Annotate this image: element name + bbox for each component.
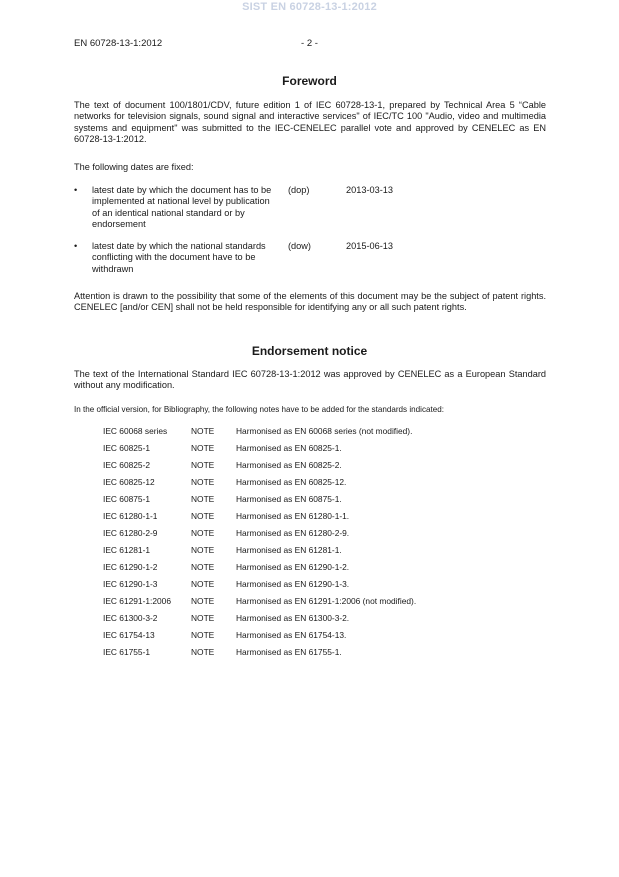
note-standard: IEC 61754-13 [103,630,155,640]
note-text: Harmonised as EN 61755-1. [236,647,342,657]
note-label: NOTE [191,494,215,504]
bullet-icon: • [74,241,78,251]
note-label: NOTE [191,528,215,538]
note-text: Harmonised as EN 60875-1. [236,494,342,504]
note-standard: IEC 61300-3-2 [103,613,158,623]
page-number: - 2 - [301,38,318,49]
note-standard: IEC 61280-1-1 [103,511,158,521]
note-text: Harmonised as EN 60068 series (not modified). [236,426,413,436]
endorsement-title: Endorsement notice [251,344,368,358]
note-label: NOTE [191,562,215,572]
foreword-title: Foreword [282,74,337,88]
bullet-icon: • [74,185,78,195]
note-label: NOTE [191,545,215,555]
note-standard: IEC 60825-2 [103,460,151,470]
document-id: EN 60728-13-1:2012 [74,38,163,49]
note-standard: IEC 61290-1-3 [103,579,158,589]
note-text: Harmonised as EN 61754-13. [236,630,347,640]
date-item-code: (dop) [288,185,310,195]
date-item-date: 2013-03-13 [346,185,393,195]
note-label: NOTE [191,511,215,521]
note-label: NOTE [191,579,215,589]
note-text: Harmonised as EN 61291-1:2006 (not modified). [236,596,417,606]
note-label: NOTE [191,613,215,623]
note-text: Harmonised as EN 61300-3-2. [236,613,350,623]
note-label: NOTE [191,443,215,453]
foreword-intro: The text of document 100/1801/CDV, future edition 1 of IEC 60728-13-1, prepared by Technical Area 5 “Cable networks for television signals, sound signal and interactive services" of IEC/TC 100 "Audio, video and multimedia systems and equipment" was submitted to the IEC-CENELEC parallel vote and approved by CENELEC as EN 60728-13-1:2012. [74,100,546,145]
note-text: Harmonised as EN 61280-1-1. [236,511,350,521]
note-label: NOTE [191,460,215,470]
endorsement-text: The text of the International Standard IEC 60728-13-1:2012 was approved by CENELEC as a European Standard without any modification. [74,369,546,391]
note-standard: IEC 60825-12 [103,477,155,487]
note-label: NOTE [191,647,215,657]
date-item-text: latest date by which the document has to be implemented at national level by publication of an identical national standard or by endorsement [92,185,272,230]
note-text: Harmonised as EN 61290-1-2. [236,562,350,572]
note-text: Harmonised as EN 60825-1. [236,443,342,453]
note-text: Harmonised as EN 61290-1-3. [236,579,350,589]
note-standard: IEC 61290-1-2 [103,562,158,572]
note-label: NOTE [191,630,215,640]
note-text: Harmonised as EN 60825-2. [236,460,342,470]
note-label: NOTE [191,426,215,436]
note-standard: IEC 60825-1 [103,443,151,453]
date-item-text: latest date by which the national standards conflicting with the document have to be withdrawn [92,241,266,274]
note-standard: IEC 60068 series [103,426,168,436]
note-standard: IEC 61291-1:2006 [103,596,171,606]
note-label: NOTE [191,596,215,606]
patent-attention: Attention is drawn to the possibility that some of the elements of this document may be the subject of patent rights. CENELEC [and/or CEN] shall not be held responsible for identifying any or all such patent rights. [74,291,546,313]
note-label: NOTE [191,477,215,487]
date-item-code: (dow) [288,241,311,251]
note-text: Harmonised as EN 61281-1. [236,545,342,555]
note-text: Harmonised as EN 61280-2-9. [236,528,350,538]
note-standard: IEC 61755-1 [103,647,151,657]
date-item-date: 2015-06-13 [346,241,393,251]
note-standard: IEC 61280-2-9 [103,528,158,538]
note-standard: IEC 60875-1 [103,494,151,504]
note-standard: IEC 61281-1 [103,545,151,555]
bibliography-intro: In the official version, for Bibliography, the following notes have to be added for the standards indicated: [74,405,444,414]
dates-intro: The following dates are fixed: [74,162,194,172]
watermark: SIST EN 60728-13-1:2012 [242,1,377,13]
note-text: Harmonised as EN 60825-12. [236,477,347,487]
